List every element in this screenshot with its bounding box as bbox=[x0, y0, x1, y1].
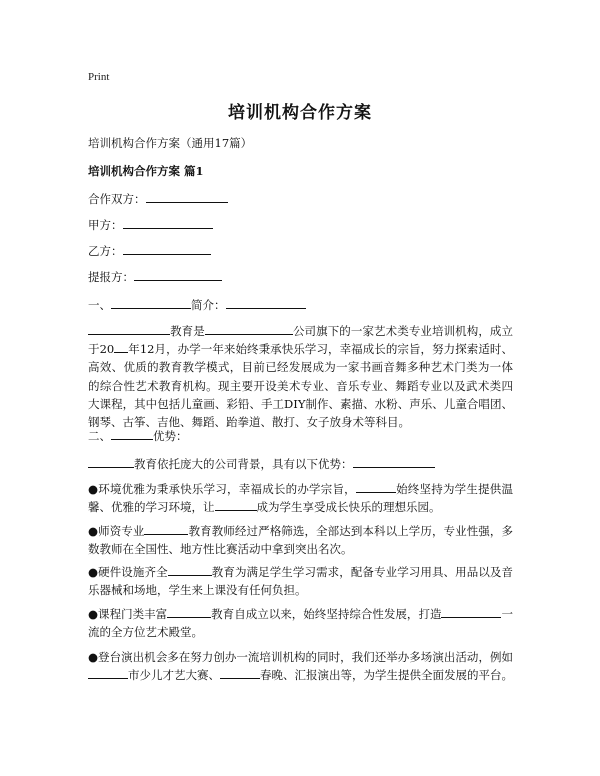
blank-line bbox=[146, 190, 228, 203]
teachers-text-2: 教育教师经过严格筛选，全部达到本科以上学历，专业性强，多数教师在全国性、地方性比赛活动中拿到突出名次。 bbox=[88, 524, 513, 557]
stage-text-3: 春晚、汇报演出等，为学生提供全面发展的平台。 bbox=[260, 668, 513, 683]
part2-advantage-label: 优势： bbox=[153, 429, 188, 443]
blank-line bbox=[134, 268, 222, 281]
field-submitter bbox=[88, 268, 222, 285]
part1-intro-paragraph bbox=[88, 322, 513, 431]
courses-text-1: ●课程门类丰富 bbox=[88, 607, 168, 621]
field-submitter-label: 提报方： bbox=[88, 270, 134, 284]
intro-text-2: 公司旗下的一家艺术类专业培训机构，成立于20 bbox=[88, 324, 514, 357]
field-party-b-label: 乙方： bbox=[88, 244, 123, 258]
blank-line bbox=[111, 296, 191, 309]
advantage-teachers bbox=[88, 522, 513, 558]
field-party-a bbox=[88, 216, 213, 233]
blank-line bbox=[88, 666, 128, 679]
document-title: 培训机构合作方案 bbox=[228, 103, 372, 123]
courses-text-3: 一流的全方位艺术殿堂。 bbox=[88, 607, 513, 640]
field-party-b bbox=[88, 242, 211, 259]
env-text-1: ●环境优雅为秉承快乐学习，幸福成长的办学宗旨， bbox=[88, 482, 356, 496]
part2-heading bbox=[88, 427, 188, 444]
part1-intro-label: 简介： bbox=[191, 298, 226, 312]
stage-text-2: 市少儿才艺大赛、 bbox=[128, 668, 220, 683]
intro-text-3: 年12月，办学一年来始终秉承快乐学习，幸福成长的宗旨，努力探索适时、高效、优质的教育教学模式，目前已经发展成为一家书画音舞多种艺术门类为一体的综合性艺术教育机构。现主要开设美术专业、音乐专业、舞蹈专业以及武术类四大课程，其中包括儿童画、彩铅、手工DIY制作、素描、水粉、声乐、儿童合唱团、钢琴、古筝、吉他、舞蹈、跆拳道、散打、女子放身术等科目。 bbox=[88, 342, 513, 430]
blank-line bbox=[144, 522, 188, 535]
blank-line bbox=[168, 563, 212, 576]
section-heading: 培训机构合作方案 篇1 bbox=[88, 164, 204, 178]
teachers-text-1: ●师资专业 bbox=[88, 524, 145, 538]
stage-text-1: ●登台演出机会多在努力创办一流培训机构的同时，我们还举办多场演出活动，例如 bbox=[88, 650, 513, 664]
blank-line bbox=[88, 322, 170, 335]
advantage-hardware bbox=[88, 563, 513, 599]
part2-prefix: 二、 bbox=[88, 429, 111, 443]
blank-line bbox=[441, 605, 501, 618]
blank-line bbox=[114, 340, 128, 353]
part1-heading bbox=[88, 296, 306, 313]
blank-line bbox=[88, 455, 134, 468]
hardware-text-2: 教育为满足学生学习需求，配备专业学习用具、用品以及音乐器械和场地，学生来上课没有任何负担。 bbox=[88, 565, 513, 598]
field-parties bbox=[88, 190, 228, 207]
advantage-stage bbox=[88, 648, 513, 684]
field-party-a-label: 甲方： bbox=[88, 218, 123, 232]
hardware-text-1: ●硬件设施齐全 bbox=[88, 565, 168, 579]
advantage-courses bbox=[88, 605, 513, 641]
blank-line bbox=[111, 427, 153, 440]
advantage-environment bbox=[88, 480, 513, 516]
env-text-3: 成为学生享受成长快乐的理想乐园。 bbox=[256, 500, 441, 515]
courses-text-2: 教育自成立以来，始终坚持综合性发展，打造 bbox=[211, 607, 442, 621]
document-subtitle: 培训机构合作方案（通用17篇） bbox=[88, 136, 253, 150]
blank-line bbox=[215, 498, 257, 511]
blank-line bbox=[123, 242, 211, 255]
blank-line bbox=[353, 455, 435, 468]
intro-text-1: 教育是 bbox=[170, 324, 205, 338]
env-text-2: 始终坚持为学生提供温馨、优雅的学习环境，让 bbox=[88, 482, 513, 515]
blank-line bbox=[167, 605, 211, 618]
blank-line bbox=[356, 480, 396, 493]
blank-line bbox=[205, 322, 293, 335]
background-text: 教育依托庞大的公司背景，具有以下优势： bbox=[134, 457, 353, 471]
part1-prefix: 一、 bbox=[88, 298, 111, 312]
part2-background bbox=[88, 455, 435, 472]
blank-line bbox=[123, 216, 213, 229]
print-label: Print bbox=[88, 71, 110, 83]
field-parties-label: 合作双方： bbox=[88, 192, 146, 206]
blank-line bbox=[220, 666, 260, 679]
blank-line bbox=[226, 296, 306, 309]
